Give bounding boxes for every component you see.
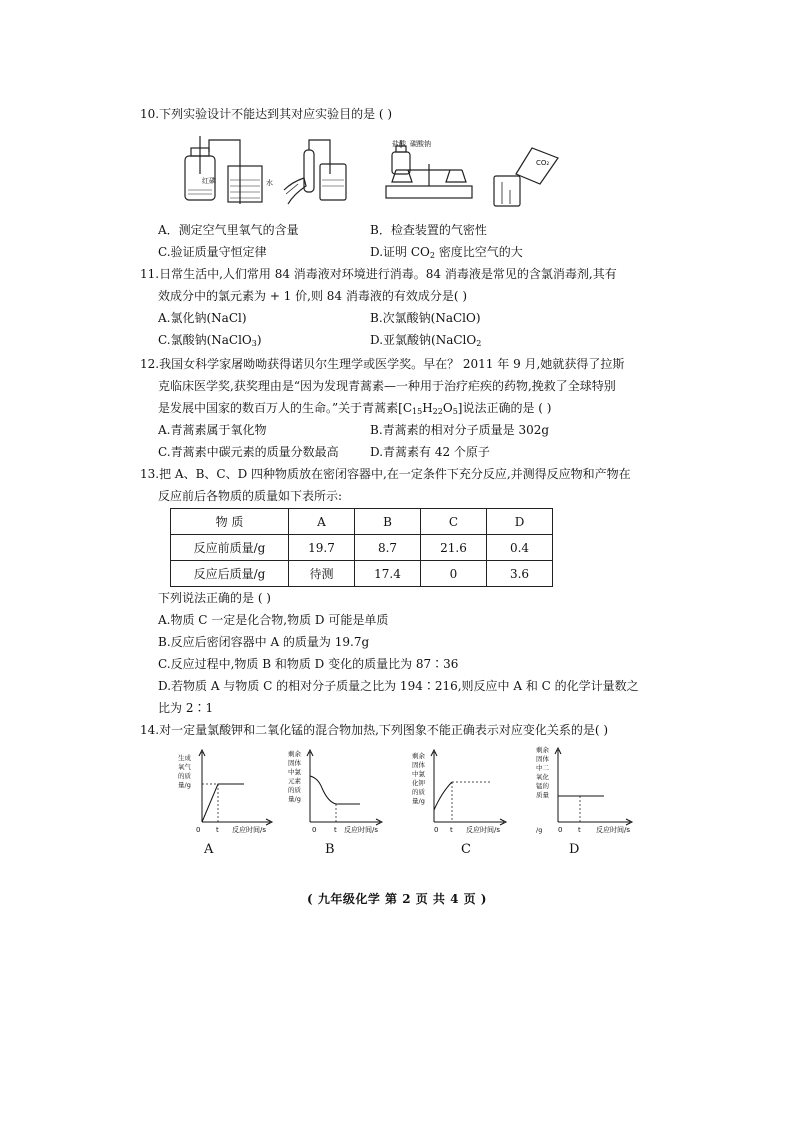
svg-text:的质: 的质: [412, 788, 425, 796]
q11-option-c: C.氯酸钠(NaClO$_3$): [158, 333, 262, 348]
svg-text:量/g: 量/g: [412, 797, 425, 805]
svg-text:量/g: 量/g: [178, 781, 191, 789]
table-cell: 3.6: [487, 561, 553, 587]
q14-graph-a-letter: A: [204, 842, 214, 857]
svg-text:反应时间/s: 反应时间/s: [466, 826, 501, 834]
q12-line-2: 克临床医学奖,获奖理由是“因为发现青蒿素—一种用于治疗疟疾的药物,挽救了全球特别: [158, 379, 616, 393]
table-cell: 0.4: [487, 535, 553, 561]
table-row: [171, 535, 553, 561]
label-co2: CO₂: [536, 159, 550, 167]
q10-option-c: C.验证质量守恒定律: [158, 245, 267, 259]
svg-text:t: t: [216, 826, 219, 834]
q10-figure-balance: [386, 140, 472, 198]
svg-text:的质: 的质: [288, 786, 301, 794]
q14-graph-d-letter: D: [569, 842, 580, 857]
label-water: 水: [266, 179, 273, 187]
svg-text:t: t: [578, 826, 581, 834]
q10-figure-airtightness: [284, 140, 346, 204]
svg-text:0: 0: [312, 826, 317, 834]
svg-text:固体: 固体: [288, 759, 301, 767]
svg-text:质量: 质量: [536, 791, 549, 799]
q11-option-a: A.氯化钠(NaCl): [158, 311, 247, 325]
q11-line-1: 11.日常生活中,人们常用 84 消毒液对环境进行消毒。84 消毒液是常见的含氯消毒剂,其有: [140, 267, 617, 281]
q12-line-3: 是发展中国家的数百万人的生命。”关于青蒿素$[C_{15}H_{22}O_5]$说法正确的是 ( ): [158, 401, 552, 416]
svg-text:的质: 的质: [178, 772, 191, 780]
svg-text:中氯: 中氯: [412, 770, 425, 778]
svg-text:0: 0: [558, 826, 563, 834]
svg-text:剩余: 剩余: [536, 746, 549, 754]
svg-text:剩余: 剩余: [412, 752, 425, 760]
q10-stem: 10.下列实验设计不能达到其对应实验目的是 ( ): [140, 107, 393, 121]
header-cell: 物 质: [171, 509, 289, 535]
table-cell: 0: [421, 561, 487, 587]
q13-line-2: 反应前后各物质的质量如下表所示:: [158, 489, 343, 503]
table-header-row: [171, 509, 553, 535]
q12-option-a: A.青蒿素属于氧化物: [158, 423, 267, 437]
svg-text:中氯: 中氯: [288, 768, 301, 776]
q13-option-c: C.反应过程中,物质 B 和物质 D 变化的质量比为 87∶36: [158, 657, 459, 671]
table-cell: 反应后质量/g: [171, 561, 289, 587]
q14-graph-c: [404, 748, 520, 838]
q13-mass-table: [170, 508, 553, 587]
svg-text:化钾: 化钾: [412, 779, 425, 787]
svg-text:量/g: 量/g: [288, 795, 301, 803]
q14-stem: 14.对一定量氯酸钾和二氧化锰的混合物加热,下列图象不能正确表示对应变化关系的是( ): [140, 723, 609, 737]
svg-text:氧气: 氧气: [178, 763, 191, 771]
table-row: [171, 561, 553, 587]
header-cell: D: [487, 509, 553, 535]
q10-option-a: A．测定空气里氧气的含量: [158, 223, 299, 237]
q13-line-1: 13.把 A、B、C、D 四种物质放在密闭容器中,在一定条件下充分反应,并测得反应物和产物在: [140, 467, 631, 481]
svg-text:生成: 生成: [178, 754, 191, 762]
q11-line-2: 效成分中的氯元素为 + 1 价,则 84 消毒液的有效成分是( ): [158, 289, 468, 303]
table-cell: 21.6: [421, 535, 487, 561]
q13-option-d-line-2: 比为 2∶1: [158, 701, 214, 715]
table-cell: 19.7: [289, 535, 355, 561]
q10-figure-oxygen-measurement: [185, 136, 262, 204]
q10-figure-co2-pouring: [494, 148, 558, 206]
q13-option-d-line-1: D.若物质 A 与物质 C 的相对分子质量之比为 194∶216,则反应中 A 和 C 的化学计量数之: [158, 679, 639, 693]
table-cell: 8.7: [355, 535, 421, 561]
label-hcl: 盐酸: [392, 140, 406, 148]
svg-text:反应时间/s: 反应时间/s: [596, 826, 631, 834]
svg-text:反应时间/s: 反应时间/s: [344, 826, 379, 834]
page-footer: ( 九年级化学 第 2 页 共 4 页 ): [307, 892, 487, 906]
q10-option-b: B．检查装置的气密性: [370, 223, 487, 237]
q11-option-d: D.亚氯酸钠(NaClO$_2$: [370, 333, 482, 348]
svg-text:0: 0: [196, 826, 201, 834]
q14-graph-b-letter: B: [325, 842, 335, 857]
svg-text:反应时间/s: 反应时间/s: [232, 826, 267, 834]
q14-graph-a: [172, 748, 288, 838]
q13-option-b: B.反应后密闭容器中 A 的质量为 19.7g: [158, 635, 370, 649]
q11-option-b: B.次氯酸钠(NaClO): [370, 311, 481, 325]
svg-text:中二: 中二: [536, 764, 549, 772]
svg-text:剩余: 剩余: [288, 750, 301, 758]
table-cell: 17.4: [355, 561, 421, 587]
header-cell: A: [289, 509, 355, 535]
q10-option-d: D.证明 $CO_2$ 密度比空气的大: [370, 245, 523, 260]
table-cell: 反应前质量/g: [171, 535, 289, 561]
label-na2co3: 碳酸钠: [410, 140, 431, 148]
q12-option-b: B.青蒿素的相对分子质量是 302g: [370, 423, 550, 437]
svg-text:锰的: 锰的: [536, 782, 549, 790]
q10-apparatus-figures: [180, 134, 580, 214]
svg-text:固体: 固体: [536, 755, 549, 763]
svg-text:氧化: 氧化: [536, 773, 549, 781]
q13-option-a: A.物质 C 一定是化合物,物质 D 可能是单质: [158, 613, 389, 627]
header-cell: C: [421, 509, 487, 535]
label-red-phosphorus: 红磷: [202, 177, 216, 185]
q12-line-1: 12.我国女科学家屠呦呦获得诺贝尔生理学或医学奖。早在？ 2011 年 9 月,她就获得了拉斯: [140, 357, 625, 371]
header-cell: B: [355, 509, 421, 535]
table-cell: 待测: [289, 561, 355, 587]
svg-text:t: t: [450, 826, 453, 834]
q14-graph-d: [534, 744, 664, 838]
svg-text:0: 0: [434, 826, 439, 834]
svg-text:元素: 元素: [288, 777, 301, 785]
svg-text:固体: 固体: [412, 761, 425, 769]
svg-text:t: t: [334, 826, 337, 834]
q14-graph-b: [284, 748, 400, 838]
q12-option-d: D.青蒿素有 42 个原子: [370, 445, 490, 459]
svg-text:/g: /g: [536, 826, 543, 834]
q12-option-c: C.青蒿素中碳元素的质量分数最高: [158, 445, 339, 459]
q14-graph-c-letter: C: [461, 842, 471, 857]
q13-prompt: 下列说法正确的是 ( ): [158, 591, 271, 605]
